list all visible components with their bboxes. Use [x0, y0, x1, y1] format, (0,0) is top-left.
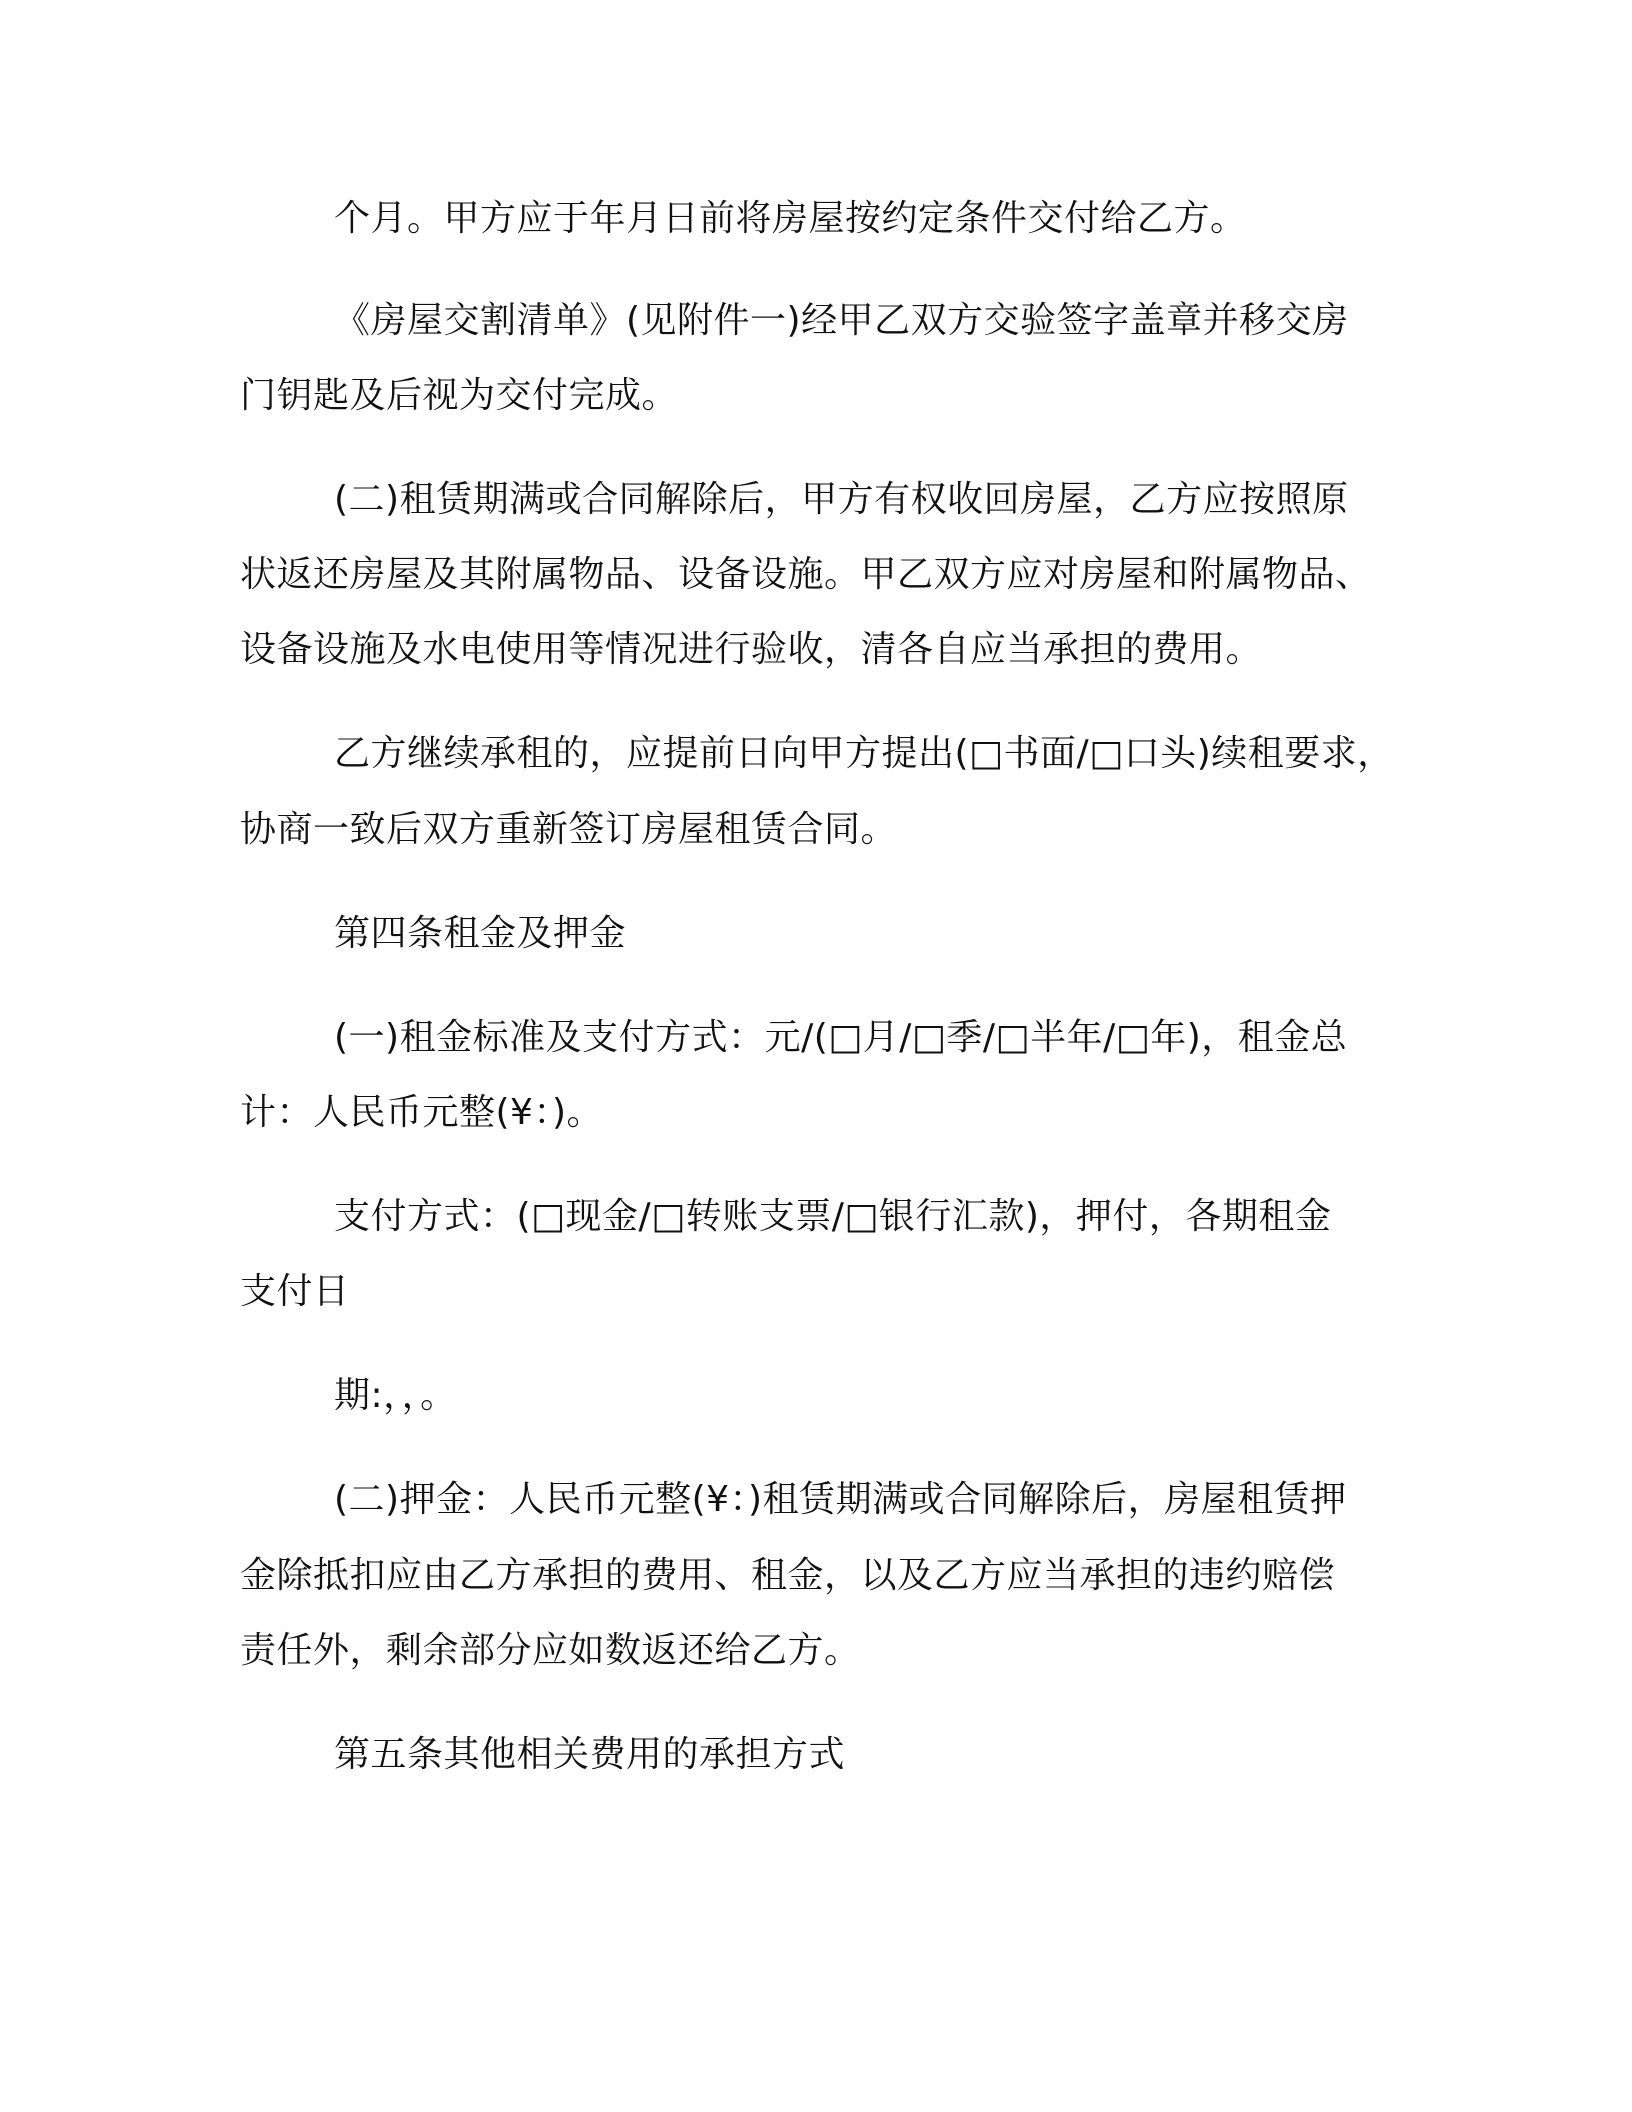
paragraph-line: 责任外，剩余部分应如数返还给乙方。 — [240, 1630, 861, 1671]
paragraph-line: 计：人民币元整(¥：)。 — [240, 1092, 603, 1133]
paragraph-line: (一)租金标准及支付方式：元/(□月/□季/□半年/□年)，租金总 — [334, 1017, 1348, 1058]
section-heading: 第四条租金及押金 — [334, 913, 627, 954]
paragraph-line: 金除抵扣应由乙方承担的费用、租金，以及乙方应当承担的违约赔偿 — [240, 1555, 1336, 1596]
paragraph-line: 个月。甲方应于年月日前将房屋按约定条件交付给乙方。 — [334, 198, 1247, 239]
paragraph-line: 支付日 — [240, 1271, 350, 1312]
paragraph-line: 支付方式：(□现金/□转账支票/□银行汇款)，押付，各期租金 — [334, 1196, 1332, 1237]
paragraph-line: 状返还房屋及其附属物品、设备设施。甲乙双方应对房屋和附属物品、 — [240, 554, 1372, 595]
paragraph-line: 《房屋交割清单》(见附件一)经甲乙双方交验签字盖章并移交房 — [334, 300, 1349, 341]
paragraph-line: (二)押金：人民币元整(¥：)租赁期满或合同解除后，房屋租赁押 — [334, 1479, 1347, 1520]
section-heading: 第五条其他相关费用的承担方式 — [334, 1734, 846, 1775]
paragraph-line: 设备设施及水电使用等情况进行验收，清各自应当承担的费用。 — [240, 629, 1263, 670]
paragraph-line: 乙方继续承租的，应提前日向甲方提出(□书面/□口头)续租要求， — [334, 733, 1394, 774]
paragraph-line: 门钥匙及后视为交付完成。 — [240, 375, 679, 416]
paragraph-line: (二)租赁期满或合同解除后，甲方有权收回房屋，乙方应按照原 — [334, 479, 1349, 520]
paragraph-line: 期:，，。 — [334, 1375, 457, 1416]
paragraph-line: 协商一致后双方重新签订房屋租赁合同。 — [240, 809, 898, 850]
